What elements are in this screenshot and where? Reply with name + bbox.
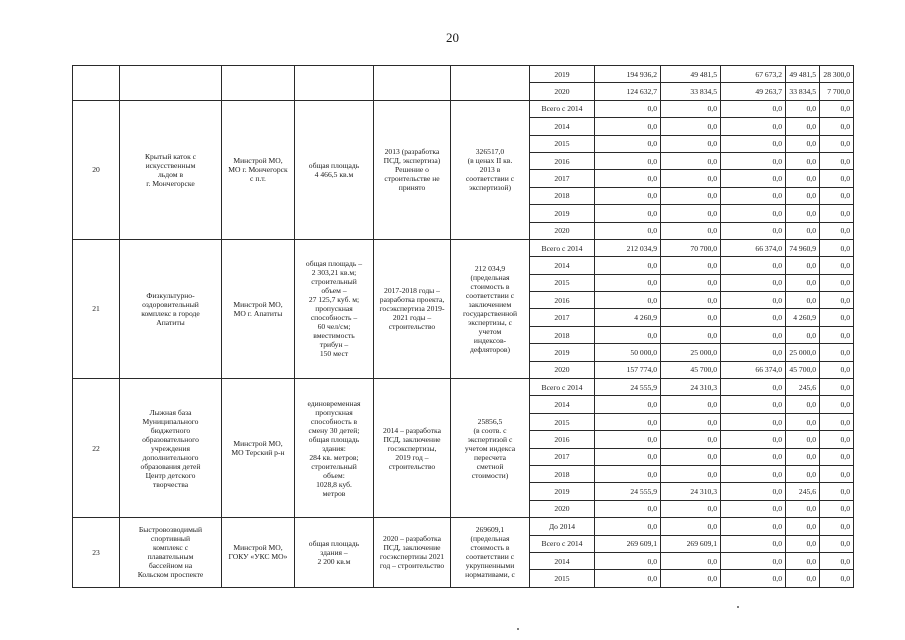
period-cell: Всего с 2014 [530,535,595,552]
amount-cell: 157 774,0 [595,361,661,378]
amount-cell: 0,0 [786,152,820,169]
amount-cell: 0,0 [820,500,854,517]
amount-cell: 0,0 [595,292,661,309]
stages-cell: 2013 (разработка ПСД, экспертиза) Решение о строительстве не принято [374,100,451,239]
amount-cell: 7 700,0 [820,83,854,100]
period-cell: 2018 [530,326,595,343]
period-cell: 2020 [530,361,595,378]
amount-cell: 0,0 [721,326,786,343]
period-cell: 2015 [530,135,595,152]
amount-cell: 0,0 [786,257,820,274]
amount-cell: 194 936,2 [595,66,661,83]
amount-cell: 0,0 [661,448,721,465]
amount-cell: 0,0 [661,570,721,587]
amount-cell: 0,0 [721,222,786,239]
amount-cell: 0,0 [721,379,786,396]
cost-cell [451,66,530,101]
amount-cell: 50 000,0 [595,344,661,361]
period-cell: Всего с 2014 [530,100,595,117]
stages-cell: 2014 – разработка ПСД, заключение госэкспертизы, 2019 год – строительство [374,379,451,518]
amount-cell: 0,0 [820,413,854,430]
object-number-cell: 22 [73,379,120,518]
amount-cell: 4 260,9 [595,309,661,326]
amount-cell: 0,0 [595,187,661,204]
amount-cell: 0,0 [820,274,854,291]
amount-cell: 0,0 [820,239,854,256]
object-number-cell: 21 [73,239,120,378]
amount-cell: 0,0 [661,326,721,343]
executor-cell: Минстрой МО, МО г. Апатиты [222,239,295,378]
period-cell: 2016 [530,152,595,169]
amount-cell: 0,0 [786,448,820,465]
stages-cell: 2017-2018 годы – разработка проекта, госэкспертиза 2019- 2021 годы – строительство [374,239,451,378]
period-cell: 2015 [530,413,595,430]
period-cell: Всего с 2014 [530,379,595,396]
amount-cell: 0,0 [721,413,786,430]
cost-cell: 326517,0 (в ценах II кв. 2013 в соответствии с экспертизой) [451,100,530,239]
object-name-cell [120,66,222,101]
amount-cell: 0,0 [820,483,854,500]
amount-cell: 0,0 [820,448,854,465]
amount-cell: 0,0 [595,552,661,569]
amount-cell: 0,0 [661,431,721,448]
amount-cell: 0,0 [595,274,661,291]
amount-cell: 0,0 [595,170,661,187]
amount-cell: 25 000,0 [661,344,721,361]
executor-cell [222,66,295,101]
amount-cell: 0,0 [786,326,820,343]
amount-cell: 0,0 [721,292,786,309]
object-name-cell: Быстровозводимый спортивный комплекс с плавательным бассейном на Кольском проспекте [120,518,222,588]
amount-cell: 0,0 [661,552,721,569]
amount-cell: 0,0 [820,118,854,135]
amount-cell: 0,0 [721,205,786,222]
amount-cell: 0,0 [595,465,661,482]
amount-cell: 0,0 [786,500,820,517]
amount-cell: 0,0 [820,344,854,361]
amount-cell: 66 374,0 [721,361,786,378]
table-row [73,66,854,83]
amount-cell: 0,0 [595,500,661,517]
amount-cell: 0,0 [721,100,786,117]
amount-cell: 0,0 [595,100,661,117]
period-cell: Всего с 2014 [530,239,595,256]
amount-cell: 0,0 [721,552,786,569]
amount-cell: 0,0 [820,309,854,326]
amount-cell: 0,0 [595,570,661,587]
amount-cell: 0,0 [820,135,854,152]
period-cell: 2016 [530,292,595,309]
period-cell: 2014 [530,257,595,274]
page-number: 20 [446,30,459,45]
amount-cell: 0,0 [721,187,786,204]
amount-cell: 0,0 [661,135,721,152]
amount-cell: 0,0 [786,396,820,413]
amount-cell: 245,6 [786,483,820,500]
amount-cell: 0,0 [721,396,786,413]
object-name-cell: Лыжная база Муниципального бюджетного образовательного учреждения дополнительного образования детей Центр детского творчества [120,379,222,518]
amount-cell: 0,0 [786,552,820,569]
amount-cell: 4 260,9 [786,309,820,326]
object-name-cell: Физкультурно- оздоровительный комплекс в городе Апатиты [120,239,222,378]
amount-cell: 0,0 [595,152,661,169]
amount-cell: 0,0 [820,396,854,413]
amount-cell: 70 700,0 [661,239,721,256]
amount-cell: 28 300,0 [820,66,854,83]
amount-cell: 0,0 [661,309,721,326]
amount-cell: 0,0 [786,170,820,187]
amount-cell: 0,0 [820,379,854,396]
executor-cell: Минстрой МО, МО Терский р-н [222,379,295,518]
period-cell: 2017 [530,170,595,187]
amount-cell: 269 609,1 [661,535,721,552]
period-cell: 2014 [530,396,595,413]
period-cell: 2020 [530,500,595,517]
capacity-cell: единовременная пропускная способность в смену 30 детей; общая площадь здания: 284 кв. метров; строительный объем: 1028,8 куб. метров [295,379,374,518]
amount-cell: 0,0 [661,396,721,413]
amount-cell: 0,0 [786,205,820,222]
period-cell: 2014 [530,118,595,135]
object-number-cell: 20 [73,100,120,239]
amount-cell: 0,0 [661,257,721,274]
amount-cell: 0,0 [661,118,721,135]
amount-cell: 0,0 [661,518,721,535]
amount-cell: 0,0 [786,518,820,535]
amount-cell: 0,0 [721,448,786,465]
amount-cell: 0,0 [661,187,721,204]
period-cell: 2015 [530,570,595,587]
amount-cell: 24 310,3 [661,379,721,396]
amount-cell: 49 263,7 [721,83,786,100]
amount-cell: 24 310,3 [661,483,721,500]
amount-cell: 0,0 [721,500,786,517]
amount-cell: 67 673,2 [721,66,786,83]
amount-cell: 0,0 [595,518,661,535]
period-cell: 2020 [530,83,595,100]
table-row [73,100,854,117]
amount-cell: 0,0 [661,274,721,291]
period-cell: 2015 [530,274,595,291]
object-name-cell: Крытый каток с искусственным льдом в г. Мончегорске [120,100,222,239]
cost-cell: 212 034,9 (предельная стоимость в соответствии с заключением государственной экспертизы, с учетом индексов- дефляторов) [451,239,530,378]
amount-cell: 0,0 [661,100,721,117]
amount-cell: 0,0 [820,535,854,552]
amount-cell: 0,0 [786,187,820,204]
amount-cell: 0,0 [595,326,661,343]
amount-cell: 0,0 [595,222,661,239]
amount-cell: 33 834,5 [786,83,820,100]
amount-cell: 0,0 [595,431,661,448]
amount-cell: 0,0 [721,570,786,587]
amount-cell: 0,0 [786,413,820,430]
amount-cell: 49 481,5 [786,66,820,83]
capacity-cell: общая площадь 4 466,5 кв.м [295,100,374,239]
amount-cell: 24 555,9 [595,379,661,396]
amount-cell: 0,0 [820,465,854,482]
period-cell: 2017 [530,309,595,326]
amount-cell: 269 609,1 [595,535,661,552]
amount-cell: 0,0 [786,465,820,482]
amount-cell: 0,0 [661,205,721,222]
amount-cell: 0,0 [595,413,661,430]
amount-cell: 0,0 [721,274,786,291]
period-cell: 2020 [530,222,595,239]
period-cell: 2019 [530,483,595,500]
capacity-cell: общая площадь – 2 303,21 кв.м; строительный объем – 27 125,7 куб. м; пропускная способность – 60 чел/см; вместимость трибун – 150 мест [295,239,374,378]
amount-cell: 124 632,7 [595,83,661,100]
amount-cell: 0,0 [820,518,854,535]
period-cell: 2018 [530,465,595,482]
amount-cell: 0,0 [595,448,661,465]
amount-cell: 0,0 [721,344,786,361]
amount-cell: 0,0 [820,152,854,169]
period-cell: 2017 [530,448,595,465]
amount-cell: 0,0 [721,170,786,187]
amount-cell: 0,0 [721,535,786,552]
amount-cell: 66 374,0 [721,239,786,256]
amount-cell: 0,0 [786,570,820,587]
amount-cell: 0,0 [721,135,786,152]
amount-cell: 245,6 [786,379,820,396]
amount-cell: 0,0 [820,292,854,309]
period-cell: 2019 [530,344,595,361]
amount-cell: 0,0 [661,222,721,239]
stages-cell: 2020 – разработка ПСД, заключение госэкспертизы 2021 год – строительство [374,518,451,588]
object-number-cell [73,66,120,101]
amount-cell: 0,0 [786,118,820,135]
amount-cell: 0,0 [721,309,786,326]
table-row [73,379,854,396]
stages-cell [374,66,451,101]
amount-cell: 0,0 [721,483,786,500]
object-number-cell: 23 [73,518,120,588]
amount-cell: 0,0 [595,396,661,413]
period-cell: 2018 [530,187,595,204]
amount-cell: 0,0 [661,465,721,482]
period-cell: 2016 [530,431,595,448]
scan-speck [737,606,739,608]
amount-cell: 33 834,5 [661,83,721,100]
amount-cell: 0,0 [595,257,661,274]
amount-cell: 0,0 [820,187,854,204]
amount-cell: 0,0 [820,170,854,187]
table-row [73,518,854,535]
amount-cell: 0,0 [786,292,820,309]
amount-cell: 25 000,0 [786,344,820,361]
amount-cell: 0,0 [786,274,820,291]
amount-cell: 0,0 [595,205,661,222]
amount-cell: 0,0 [721,257,786,274]
amount-cell: 0,0 [820,361,854,378]
amount-cell: 0,0 [786,222,820,239]
executor-cell: Минстрой МО, МО г. Мончегорск с п.т. [222,100,295,239]
amount-cell: 45 700,0 [661,361,721,378]
amount-cell: 0,0 [721,518,786,535]
amount-cell: 0,0 [721,118,786,135]
amount-cell: 49 481,5 [661,66,721,83]
amount-cell: 0,0 [786,100,820,117]
amount-cell: 0,0 [820,431,854,448]
amount-cell: 0,0 [820,326,854,343]
period-cell: До 2014 [530,518,595,535]
amount-cell: 0,0 [661,292,721,309]
capacity-cell [295,66,374,101]
period-cell: 2019 [530,66,595,83]
period-cell: 2014 [530,552,595,569]
amount-cell: 0,0 [595,135,661,152]
amount-cell: 0,0 [820,257,854,274]
amount-cell: 0,0 [820,205,854,222]
amount-cell: 0,0 [661,152,721,169]
amount-cell: 0,0 [786,535,820,552]
amount-cell: 0,0 [721,431,786,448]
amount-cell: 24 555,9 [595,483,661,500]
amount-cell: 0,0 [786,135,820,152]
amount-cell: 0,0 [595,118,661,135]
amount-cell: 0,0 [721,152,786,169]
amount-cell: 0,0 [820,222,854,239]
cost-cell: 25856,5 (в соотв. с экспертизой с учетом индекса пересчета сметной стоимости) [451,379,530,518]
scan-speck [517,628,519,630]
amount-cell: 0,0 [820,100,854,117]
budget-table [72,65,854,588]
amount-cell: 212 034,9 [595,239,661,256]
amount-cell: 0,0 [661,500,721,517]
cost-cell: 269609,1 (предельная стоимость в соответствии с укрупненными нормативами, с [451,518,530,588]
amount-cell: 0,0 [786,431,820,448]
amount-cell: 0,0 [820,552,854,569]
amount-cell: 0,0 [721,465,786,482]
amount-cell: 45 700,0 [786,361,820,378]
amount-cell: 0,0 [820,570,854,587]
amount-cell: 74 960,9 [786,239,820,256]
table-row [73,239,854,256]
capacity-cell: общая площадь здания – 2 200 кв.м [295,518,374,588]
period-cell: 2019 [530,205,595,222]
amount-cell: 0,0 [661,170,721,187]
amount-cell: 0,0 [661,413,721,430]
executor-cell: Минстрой МО, ГОКУ «УКС МО» [222,518,295,588]
